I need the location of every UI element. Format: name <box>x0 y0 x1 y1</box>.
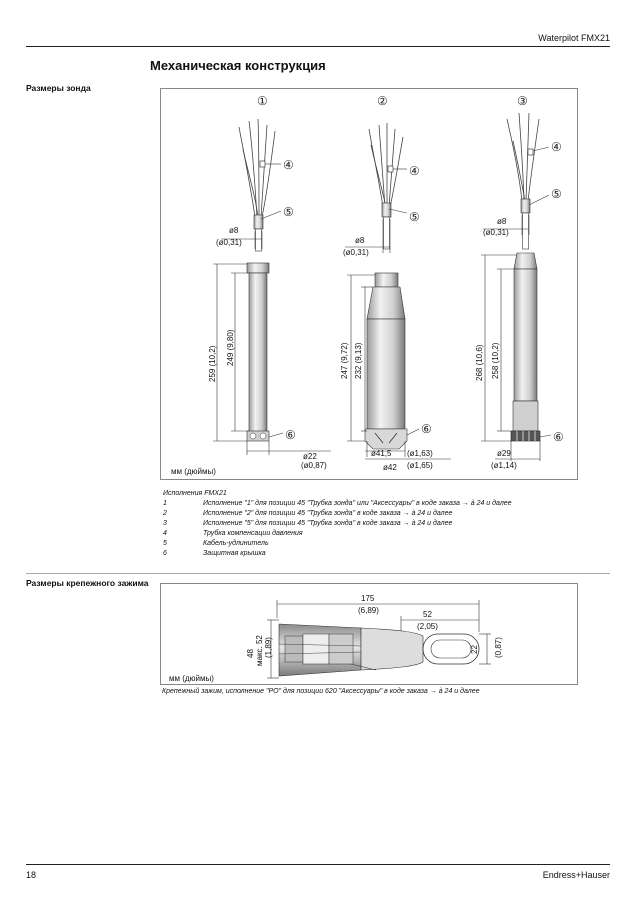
probe-2-d-b: ø42 <box>383 463 397 472</box>
probe-1-marker-5: ⑤ <box>283 205 294 219</box>
page-number: 18 <box>26 870 37 880</box>
probe-3-len-total: 268 (10,6) <box>475 344 484 381</box>
variants-legend <box>163 490 583 570</box>
probe-1-d-top-in: (ø0,31) <box>216 238 242 247</box>
probe-1-len-total: 259 (10,2) <box>208 345 217 382</box>
legend-item-num: 4 <box>163 530 167 537</box>
legend-item <box>163 550 583 560</box>
probe-2-d-b-in: (ø1,65) <box>407 461 433 470</box>
probe-figure <box>160 88 578 480</box>
clamp-units: мм (дюймы) <box>169 674 214 683</box>
probe-3-cable-wires <box>507 113 539 201</box>
section-label-probe: Размеры зонда <box>26 83 91 93</box>
legend-title: Исполнения FMX21 <box>163 490 227 497</box>
clamp-body <box>279 624 479 676</box>
legend-item-num: 6 <box>163 550 167 557</box>
probe-2-d-top: ø8 <box>355 236 365 245</box>
section-divider <box>26 573 610 574</box>
probe-2-d-a-in: (ø1,63) <box>407 449 433 458</box>
probe-2-marker-6: ⑥ <box>421 422 432 436</box>
probe-3 <box>507 113 540 441</box>
legend-item-text: Исполнение "2" для позиции 45 "Трубка зонда" в коде заказа → à 24 и далее <box>203 510 453 517</box>
probe-3-d-top-in: (ø0,31) <box>483 228 509 237</box>
probe-3-marker-4: ④ <box>551 140 562 154</box>
clamp-drawing <box>161 584 579 686</box>
probe-1-cable-wires <box>239 119 275 217</box>
clamp-h-right-in: (0,87) <box>494 637 503 658</box>
probe-3-marker-6: ⑥ <box>553 430 564 444</box>
clamp-len-slot-in: (2,05) <box>417 622 438 631</box>
probe-2-marker-5: ⑤ <box>409 210 420 224</box>
probe-3-d-bottom: ø29 <box>497 449 511 458</box>
clamp-h-left: 48 <box>246 649 255 658</box>
probe-2-len-body: 232 (9,13) <box>354 342 363 379</box>
legend-item-num: 5 <box>163 540 167 547</box>
legend-item <box>163 520 583 530</box>
section-label-clamp: Размеры крепежного зажима <box>26 578 149 588</box>
probe-3-d-bottom-in: (ø1,14) <box>491 461 517 470</box>
page-title: Механическая конструкция <box>150 58 326 73</box>
clamp-caption: Крепежный зажим, исполнение "PO" для позиции 620 "Аксессуары" в коде заказа → à 24 и далее <box>162 688 480 695</box>
probe-2 <box>365 123 407 449</box>
legend-item-num: 3 <box>163 520 167 527</box>
legend-item-text: Исполнение "1" для позиции 45 "Трубка зонда" или "Аксессуары" в коде заказа → à 24 и далее <box>203 500 512 507</box>
probe-1-d-bottom-in: (ø0,87) <box>301 461 327 470</box>
clamp-h-right: 22 <box>470 645 479 654</box>
probe-units: мм (дюймы) <box>171 467 216 476</box>
legend-item <box>163 530 583 540</box>
probe-1-marker-4: ④ <box>283 158 294 172</box>
probe-2-len-total: 247 (9,72) <box>340 342 349 379</box>
clamp-len-total: 175 <box>361 594 375 603</box>
probe-1-len-body: 249 (9,80) <box>226 329 235 366</box>
legend-item <box>163 510 583 520</box>
probe-2-cable-wires <box>369 123 403 207</box>
probe-3-len-body: 258 (10,2) <box>491 342 500 379</box>
clamp-figure <box>160 583 578 685</box>
probe-3-d-top: ø8 <box>497 217 507 226</box>
footer-brand: Endress+Hauser <box>542 870 610 880</box>
legend-item <box>163 540 583 550</box>
clamp-len-slot: 52 <box>423 610 432 619</box>
probe-1 <box>239 119 275 441</box>
probe-1-d-top: ø8 <box>229 226 239 235</box>
legend-item-text: Защитная крышка <box>203 550 266 557</box>
probe-2-d-a: ø41,5 <box>371 449 392 458</box>
clamp-h-left-label: макс. 52 <box>255 635 264 666</box>
probe-1-marker-6: ⑥ <box>285 428 296 442</box>
variant-marker-2: ② <box>377 94 388 108</box>
dimension-lines <box>257 94 528 108</box>
probe-drawing <box>161 89 579 481</box>
legend-item-text: Исполнение "5" для позиции 45 "Трубка зонда" в коде заказа → à 24 и далее <box>203 520 453 527</box>
legend-item-num: 1 <box>163 500 167 507</box>
probe-1-d-bottom: ø22 <box>303 452 317 461</box>
legend-item-num: 2 <box>163 510 167 517</box>
header-divider <box>26 46 610 47</box>
probe-2-marker-4: ④ <box>409 164 420 178</box>
legend-item <box>163 500 583 510</box>
variant-marker-3: ③ <box>517 94 528 108</box>
clamp-h-left-in: (1,89) <box>264 637 273 658</box>
footer-divider <box>26 864 610 865</box>
legend-item-text: Трубка компенсации давления <box>203 530 303 537</box>
legend-item-text: Кабель-удлинитель <box>203 540 269 547</box>
clamp-len-total-in: (6,89) <box>358 606 379 615</box>
probe-3-marker-5: ⑤ <box>551 187 562 201</box>
variant-marker-1: ① <box>257 94 268 108</box>
probe-2-d-top-in: (ø0,31) <box>343 248 369 257</box>
header-product: Waterpilot FMX21 <box>538 33 610 43</box>
